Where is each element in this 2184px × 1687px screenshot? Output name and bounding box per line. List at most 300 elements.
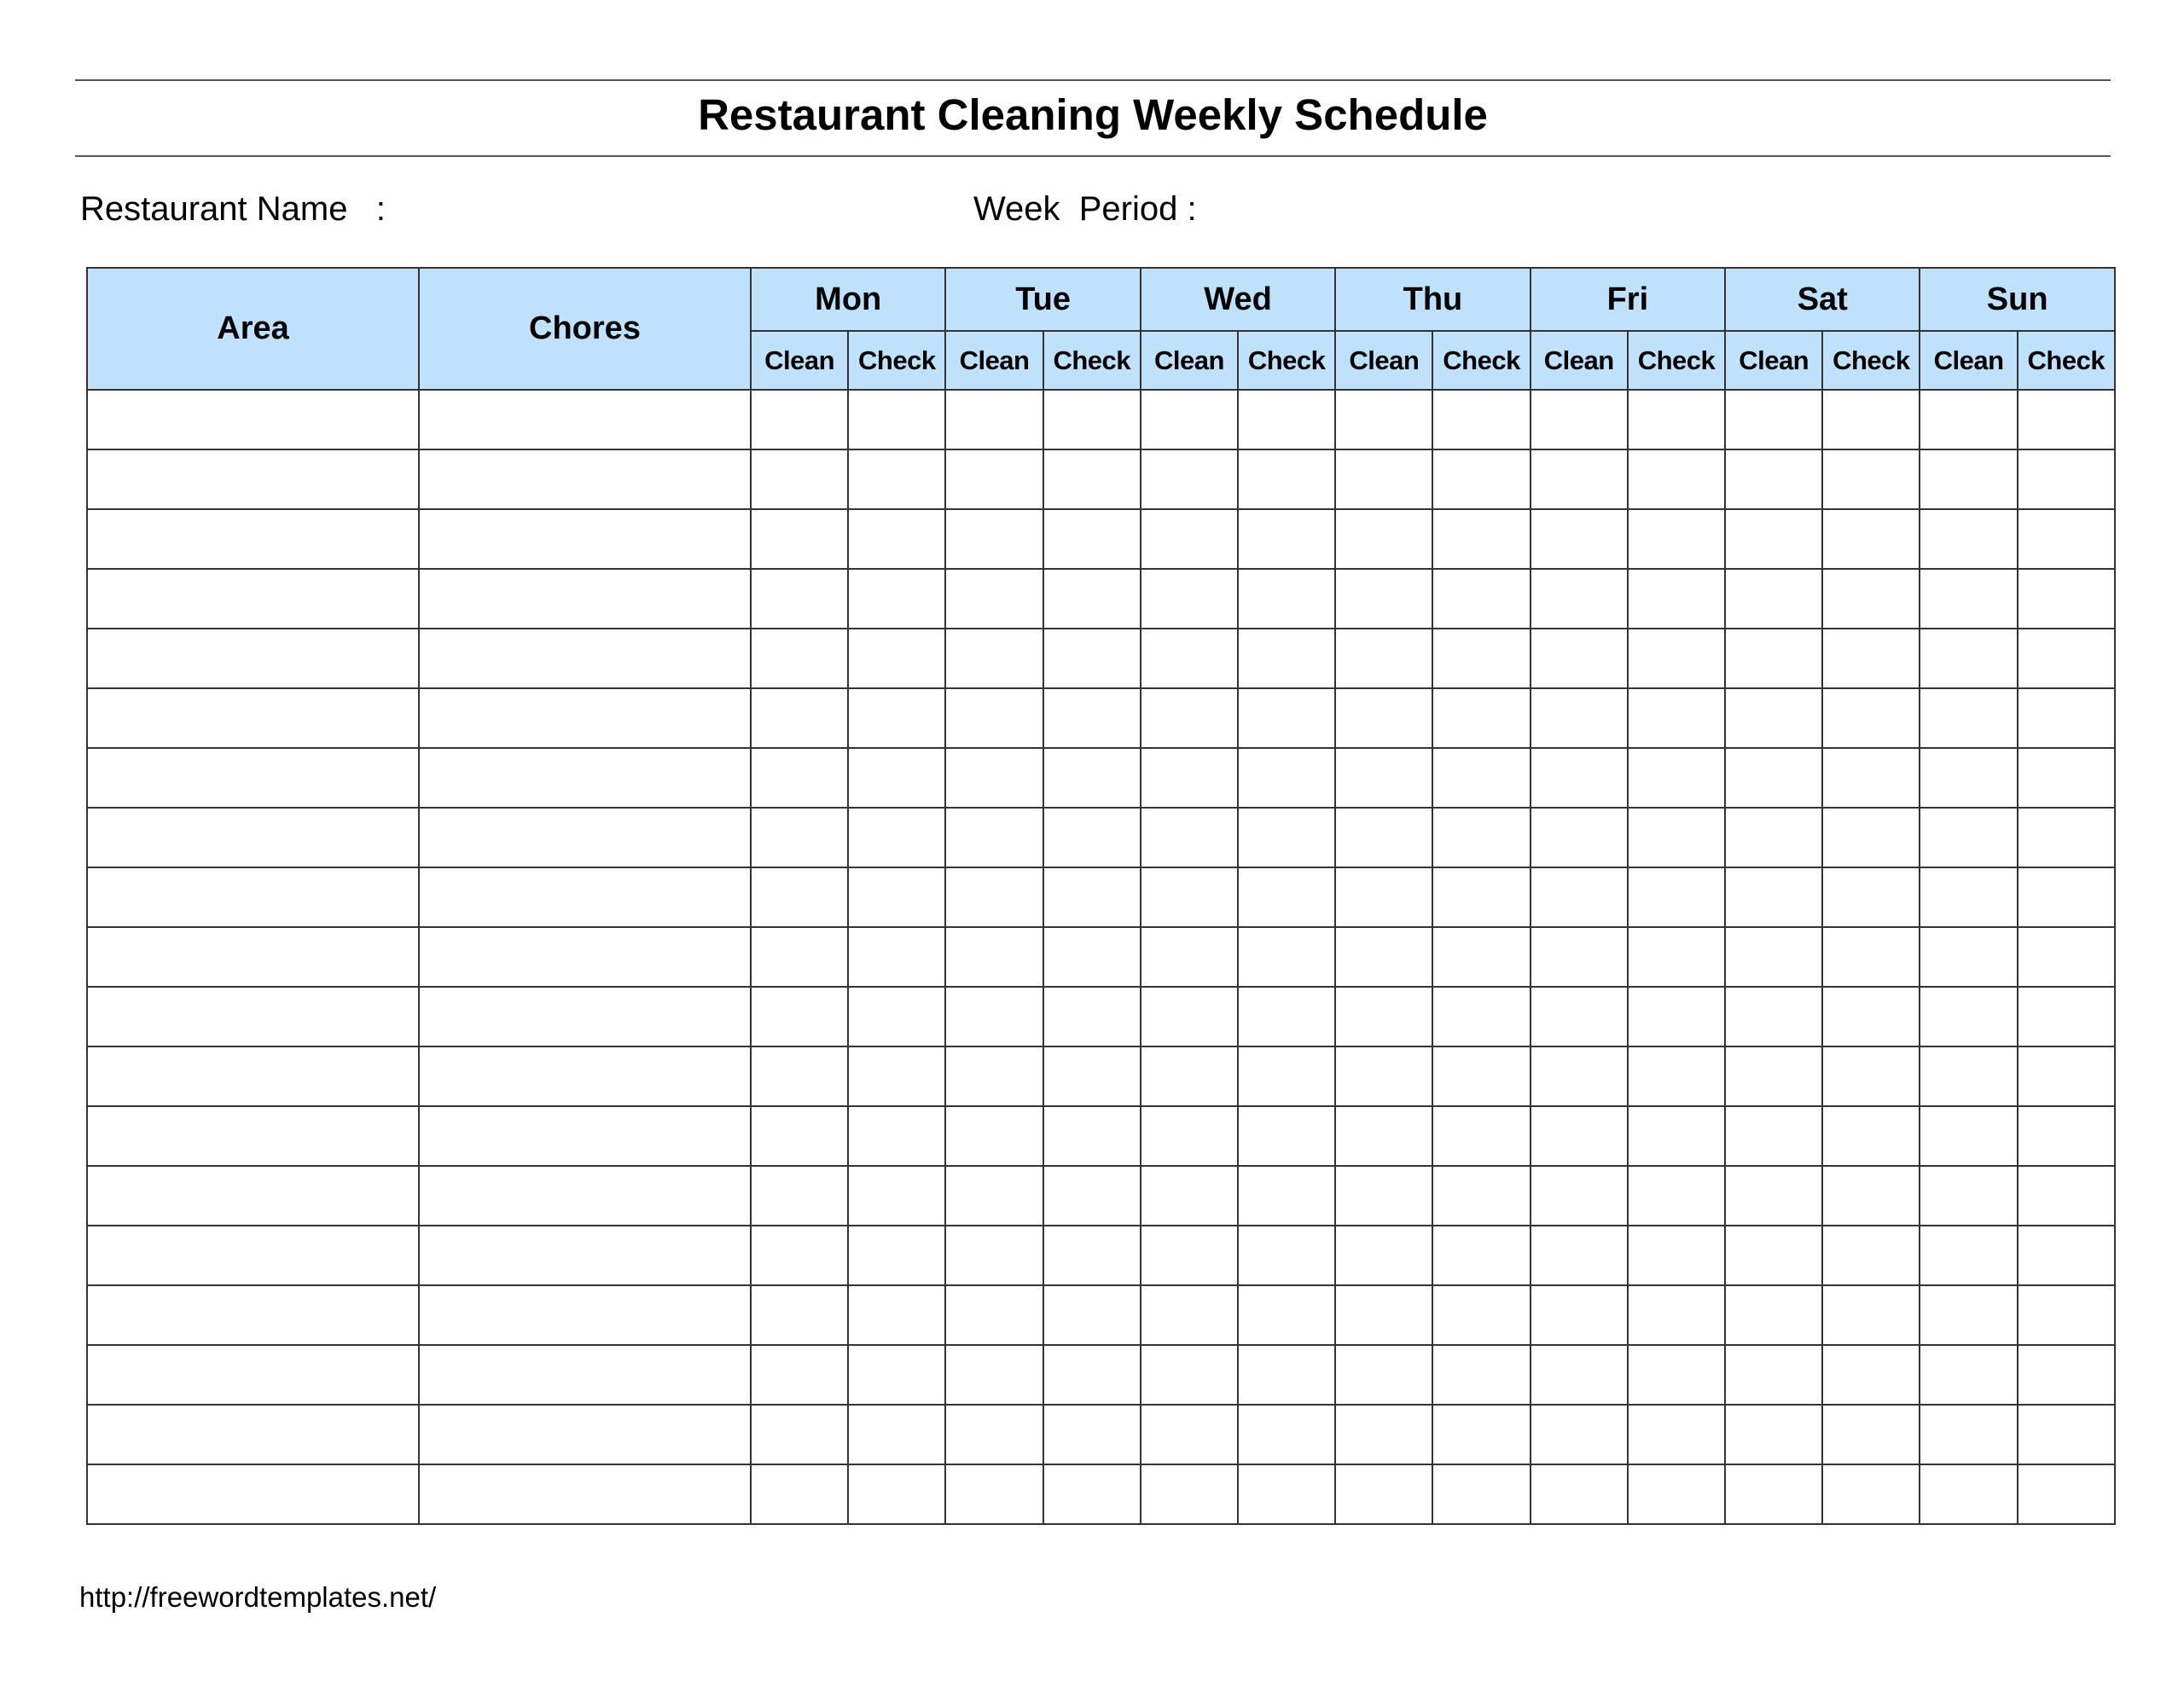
clean-cell-sat[interactable] — [1725, 569, 1822, 629]
clean-cell-tue[interactable] — [945, 1405, 1043, 1464]
clean-cell-wed[interactable] — [1141, 1345, 1238, 1405]
check-cell-tue[interactable] — [1043, 987, 1141, 1046]
check-cell-sat[interactable] — [1822, 1226, 1920, 1285]
clean-cell-thu[interactable] — [1335, 1285, 1432, 1345]
clean-cell-fri[interactable] — [1531, 927, 1628, 987]
check-cell-wed[interactable] — [1238, 1405, 1335, 1464]
check-cell-mon[interactable] — [848, 867, 945, 927]
clean-cell-sun[interactable] — [1920, 808, 2017, 867]
clean-cell-fri[interactable] — [1531, 688, 1628, 748]
check-cell-sun[interactable] — [2018, 449, 2115, 509]
clean-cell-fri[interactable] — [1531, 449, 1628, 509]
clean-cell-sat[interactable] — [1725, 1106, 1822, 1166]
clean-cell-fri[interactable] — [1531, 1464, 1628, 1524]
check-cell-fri[interactable] — [1628, 748, 1725, 808]
check-cell-sun[interactable] — [2018, 1405, 2115, 1464]
chores-cell[interactable] — [419, 449, 751, 509]
clean-cell-wed[interactable] — [1141, 1226, 1238, 1285]
area-cell[interactable] — [87, 569, 419, 629]
check-cell-sat[interactable] — [1822, 1345, 1920, 1405]
clean-cell-sat[interactable] — [1725, 629, 1822, 688]
clean-cell-fri[interactable] — [1531, 569, 1628, 629]
clean-cell-mon[interactable] — [751, 1226, 848, 1285]
check-cell-fri[interactable] — [1628, 390, 1725, 449]
check-cell-fri[interactable] — [1628, 987, 1725, 1046]
check-cell-tue[interactable] — [1043, 1106, 1141, 1166]
check-cell-fri[interactable] — [1628, 1226, 1725, 1285]
check-cell-sun[interactable] — [2018, 808, 2115, 867]
clean-cell-thu[interactable] — [1335, 1405, 1432, 1464]
clean-cell-sun[interactable] — [1920, 1226, 2017, 1285]
clean-cell-sun[interactable] — [1920, 867, 2017, 927]
clean-cell-tue[interactable] — [945, 1345, 1043, 1405]
chores-cell[interactable] — [419, 1464, 751, 1524]
check-cell-sat[interactable] — [1822, 1106, 1920, 1166]
clean-cell-fri[interactable] — [1531, 1106, 1628, 1166]
check-cell-sun[interactable] — [2018, 1106, 2115, 1166]
check-cell-tue[interactable] — [1043, 390, 1141, 449]
check-cell-wed[interactable] — [1238, 509, 1335, 569]
check-cell-tue[interactable] — [1043, 1405, 1141, 1464]
clean-cell-fri[interactable] — [1531, 629, 1628, 688]
clean-cell-sun[interactable] — [1920, 987, 2017, 1046]
check-cell-mon[interactable] — [848, 629, 945, 688]
clean-cell-thu[interactable] — [1335, 1166, 1432, 1226]
clean-cell-tue[interactable] — [945, 1046, 1043, 1106]
chores-cell[interactable] — [419, 927, 751, 987]
clean-cell-sun[interactable] — [1920, 748, 2017, 808]
check-cell-fri[interactable] — [1628, 688, 1725, 748]
check-cell-mon[interactable] — [848, 748, 945, 808]
clean-cell-mon[interactable] — [751, 688, 848, 748]
check-cell-tue[interactable] — [1043, 927, 1141, 987]
area-cell[interactable] — [87, 629, 419, 688]
check-cell-tue[interactable] — [1043, 808, 1141, 867]
area-cell[interactable] — [87, 1166, 419, 1226]
clean-cell-wed[interactable] — [1141, 808, 1238, 867]
check-cell-sat[interactable] — [1822, 748, 1920, 808]
check-cell-mon[interactable] — [848, 1285, 945, 1345]
clean-cell-thu[interactable] — [1335, 569, 1432, 629]
clean-cell-sun[interactable] — [1920, 390, 2017, 449]
clean-cell-sat[interactable] — [1725, 927, 1822, 987]
clean-cell-wed[interactable] — [1141, 1405, 1238, 1464]
clean-cell-tue[interactable] — [945, 688, 1043, 748]
check-cell-wed[interactable] — [1238, 1046, 1335, 1106]
clean-cell-sat[interactable] — [1725, 509, 1822, 569]
check-cell-sun[interactable] — [2018, 1285, 2115, 1345]
check-cell-sat[interactable] — [1822, 688, 1920, 748]
clean-cell-mon[interactable] — [751, 867, 848, 927]
area-cell[interactable] — [87, 867, 419, 927]
clean-cell-mon[interactable] — [751, 569, 848, 629]
chores-cell[interactable] — [419, 1405, 751, 1464]
clean-cell-mon[interactable] — [751, 390, 848, 449]
check-cell-sat[interactable] — [1822, 390, 1920, 449]
check-cell-sun[interactable] — [2018, 509, 2115, 569]
check-cell-fri[interactable] — [1628, 1464, 1725, 1524]
clean-cell-wed[interactable] — [1141, 1464, 1238, 1524]
area-cell[interactable] — [87, 449, 419, 509]
clean-cell-tue[interactable] — [945, 449, 1043, 509]
clean-cell-sun[interactable] — [1920, 569, 2017, 629]
check-cell-thu[interactable] — [1432, 1464, 1530, 1524]
clean-cell-sun[interactable] — [1920, 688, 2017, 748]
chores-cell[interactable] — [419, 1106, 751, 1166]
check-cell-sun[interactable] — [2018, 688, 2115, 748]
check-cell-wed[interactable] — [1238, 867, 1335, 927]
clean-cell-mon[interactable] — [751, 1345, 848, 1405]
check-cell-thu[interactable] — [1432, 569, 1530, 629]
clean-cell-thu[interactable] — [1335, 1046, 1432, 1106]
check-cell-sat[interactable] — [1822, 569, 1920, 629]
clean-cell-thu[interactable] — [1335, 987, 1432, 1046]
check-cell-wed[interactable] — [1238, 390, 1335, 449]
clean-cell-thu[interactable] — [1335, 748, 1432, 808]
check-cell-fri[interactable] — [1628, 1106, 1725, 1166]
chores-cell[interactable] — [419, 688, 751, 748]
check-cell-mon[interactable] — [848, 688, 945, 748]
check-cell-fri[interactable] — [1628, 509, 1725, 569]
check-cell-wed[interactable] — [1238, 629, 1335, 688]
clean-cell-wed[interactable] — [1141, 927, 1238, 987]
check-cell-fri[interactable] — [1628, 927, 1725, 987]
clean-cell-wed[interactable] — [1141, 1046, 1238, 1106]
check-cell-sun[interactable] — [2018, 1226, 2115, 1285]
check-cell-wed[interactable] — [1238, 1345, 1335, 1405]
check-cell-mon[interactable] — [848, 509, 945, 569]
clean-cell-mon[interactable] — [751, 449, 848, 509]
clean-cell-fri[interactable] — [1531, 1285, 1628, 1345]
clean-cell-wed[interactable] — [1141, 390, 1238, 449]
check-cell-thu[interactable] — [1432, 1166, 1530, 1226]
check-cell-fri[interactable] — [1628, 1285, 1725, 1345]
check-cell-thu[interactable] — [1432, 1285, 1530, 1345]
clean-cell-sat[interactable] — [1725, 1285, 1822, 1345]
area-cell[interactable] — [87, 1285, 419, 1345]
check-cell-thu[interactable] — [1432, 1226, 1530, 1285]
clean-cell-sun[interactable] — [1920, 1285, 2017, 1345]
clean-cell-fri[interactable] — [1531, 1046, 1628, 1106]
check-cell-fri[interactable] — [1628, 1405, 1725, 1464]
area-cell[interactable] — [87, 1405, 419, 1464]
area-cell[interactable] — [87, 748, 419, 808]
check-cell-sun[interactable] — [2018, 1464, 2115, 1524]
check-cell-tue[interactable] — [1043, 1226, 1141, 1285]
chores-cell[interactable] — [419, 987, 751, 1046]
chores-cell[interactable] — [419, 1345, 751, 1405]
clean-cell-fri[interactable] — [1531, 1405, 1628, 1464]
clean-cell-thu[interactable] — [1335, 808, 1432, 867]
clean-cell-sat[interactable] — [1725, 1345, 1822, 1405]
check-cell-sat[interactable] — [1822, 1464, 1920, 1524]
check-cell-thu[interactable] — [1432, 1106, 1530, 1166]
clean-cell-mon[interactable] — [751, 1464, 848, 1524]
check-cell-tue[interactable] — [1043, 867, 1141, 927]
check-cell-fri[interactable] — [1628, 1345, 1725, 1405]
clean-cell-wed[interactable] — [1141, 1285, 1238, 1345]
check-cell-thu[interactable] — [1432, 808, 1530, 867]
area-cell[interactable] — [87, 1226, 419, 1285]
clean-cell-thu[interactable] — [1335, 927, 1432, 987]
check-cell-wed[interactable] — [1238, 449, 1335, 509]
clean-cell-mon[interactable] — [751, 1046, 848, 1106]
clean-cell-sun[interactable] — [1920, 1405, 2017, 1464]
clean-cell-wed[interactable] — [1141, 449, 1238, 509]
clean-cell-thu[interactable] — [1335, 629, 1432, 688]
check-cell-mon[interactable] — [848, 808, 945, 867]
clean-cell-sun[interactable] — [1920, 1464, 2017, 1524]
clean-cell-sun[interactable] — [1920, 1345, 2017, 1405]
check-cell-sat[interactable] — [1822, 1166, 1920, 1226]
check-cell-thu[interactable] — [1432, 688, 1530, 748]
clean-cell-sat[interactable] — [1725, 1226, 1822, 1285]
clean-cell-tue[interactable] — [945, 808, 1043, 867]
check-cell-mon[interactable] — [848, 1345, 945, 1405]
clean-cell-wed[interactable] — [1141, 629, 1238, 688]
area-cell[interactable] — [87, 927, 419, 987]
clean-cell-thu[interactable] — [1335, 1106, 1432, 1166]
check-cell-sun[interactable] — [2018, 927, 2115, 987]
check-cell-sun[interactable] — [2018, 748, 2115, 808]
check-cell-mon[interactable] — [848, 449, 945, 509]
clean-cell-tue[interactable] — [945, 1226, 1043, 1285]
check-cell-sat[interactable] — [1822, 987, 1920, 1046]
chores-cell[interactable] — [419, 867, 751, 927]
clean-cell-wed[interactable] — [1141, 987, 1238, 1046]
clean-cell-mon[interactable] — [751, 1166, 848, 1226]
check-cell-wed[interactable] — [1238, 1166, 1335, 1226]
check-cell-tue[interactable] — [1043, 629, 1141, 688]
check-cell-thu[interactable] — [1432, 927, 1530, 987]
clean-cell-tue[interactable] — [945, 748, 1043, 808]
clean-cell-thu[interactable] — [1335, 1345, 1432, 1405]
check-cell-thu[interactable] — [1432, 987, 1530, 1046]
clean-cell-mon[interactable] — [751, 808, 848, 867]
chores-cell[interactable] — [419, 748, 751, 808]
check-cell-wed[interactable] — [1238, 1226, 1335, 1285]
area-cell[interactable] — [87, 390, 419, 449]
check-cell-sat[interactable] — [1822, 808, 1920, 867]
check-cell-tue[interactable] — [1043, 1345, 1141, 1405]
clean-cell-tue[interactable] — [945, 569, 1043, 629]
clean-cell-thu[interactable] — [1335, 449, 1432, 509]
check-cell-tue[interactable] — [1043, 1464, 1141, 1524]
clean-cell-sat[interactable] — [1725, 688, 1822, 748]
clean-cell-thu[interactable] — [1335, 390, 1432, 449]
check-cell-mon[interactable] — [848, 1106, 945, 1166]
area-cell[interactable] — [87, 1106, 419, 1166]
clean-cell-mon[interactable] — [751, 509, 848, 569]
clean-cell-mon[interactable] — [751, 748, 848, 808]
clean-cell-fri[interactable] — [1531, 987, 1628, 1046]
clean-cell-thu[interactable] — [1335, 509, 1432, 569]
clean-cell-sat[interactable] — [1725, 1046, 1822, 1106]
clean-cell-sat[interactable] — [1725, 1166, 1822, 1226]
clean-cell-fri[interactable] — [1531, 1345, 1628, 1405]
check-cell-thu[interactable] — [1432, 1345, 1530, 1405]
check-cell-sat[interactable] — [1822, 867, 1920, 927]
clean-cell-tue[interactable] — [945, 987, 1043, 1046]
clean-cell-sun[interactable] — [1920, 1166, 2017, 1226]
clean-cell-tue[interactable] — [945, 927, 1043, 987]
check-cell-wed[interactable] — [1238, 748, 1335, 808]
check-cell-tue[interactable] — [1043, 509, 1141, 569]
clean-cell-tue[interactable] — [945, 1106, 1043, 1166]
check-cell-mon[interactable] — [848, 927, 945, 987]
clean-cell-mon[interactable] — [751, 927, 848, 987]
clean-cell-wed[interactable] — [1141, 569, 1238, 629]
check-cell-tue[interactable] — [1043, 1046, 1141, 1106]
clean-cell-fri[interactable] — [1531, 808, 1628, 867]
check-cell-sun[interactable] — [2018, 390, 2115, 449]
clean-cell-thu[interactable] — [1335, 1226, 1432, 1285]
clean-cell-fri[interactable] — [1531, 748, 1628, 808]
clean-cell-sat[interactable] — [1725, 1464, 1822, 1524]
clean-cell-thu[interactable] — [1335, 688, 1432, 748]
check-cell-mon[interactable] — [848, 1464, 945, 1524]
clean-cell-sun[interactable] — [1920, 927, 2017, 987]
check-cell-wed[interactable] — [1238, 927, 1335, 987]
check-cell-thu[interactable] — [1432, 509, 1530, 569]
check-cell-sun[interactable] — [2018, 569, 2115, 629]
check-cell-wed[interactable] — [1238, 688, 1335, 748]
clean-cell-sun[interactable] — [1920, 1046, 2017, 1106]
footer-url[interactable]: http://freewordtemplates.net/ — [79, 1581, 437, 1613]
chores-cell[interactable] — [419, 808, 751, 867]
check-cell-tue[interactable] — [1043, 1285, 1141, 1345]
chores-cell[interactable] — [419, 1285, 751, 1345]
check-cell-mon[interactable] — [848, 1046, 945, 1106]
clean-cell-sat[interactable] — [1725, 748, 1822, 808]
check-cell-fri[interactable] — [1628, 808, 1725, 867]
check-cell-wed[interactable] — [1238, 808, 1335, 867]
clean-cell-thu[interactable] — [1335, 867, 1432, 927]
area-cell[interactable] — [87, 509, 419, 569]
chores-cell[interactable] — [419, 569, 751, 629]
clean-cell-wed[interactable] — [1141, 867, 1238, 927]
check-cell-tue[interactable] — [1043, 1166, 1141, 1226]
check-cell-wed[interactable] — [1238, 569, 1335, 629]
clean-cell-fri[interactable] — [1531, 509, 1628, 569]
check-cell-wed[interactable] — [1238, 1464, 1335, 1524]
clean-cell-tue[interactable] — [945, 509, 1043, 569]
check-cell-sun[interactable] — [2018, 629, 2115, 688]
clean-cell-fri[interactable] — [1531, 867, 1628, 927]
check-cell-sat[interactable] — [1822, 449, 1920, 509]
clean-cell-mon[interactable] — [751, 1405, 848, 1464]
check-cell-sat[interactable] — [1822, 927, 1920, 987]
check-cell-thu[interactable] — [1432, 1405, 1530, 1464]
check-cell-sat[interactable] — [1822, 1405, 1920, 1464]
clean-cell-tue[interactable] — [945, 1464, 1043, 1524]
clean-cell-tue[interactable] — [945, 867, 1043, 927]
chores-cell[interactable] — [419, 1166, 751, 1226]
check-cell-thu[interactable] — [1432, 629, 1530, 688]
check-cell-fri[interactable] — [1628, 867, 1725, 927]
check-cell-mon[interactable] — [848, 1226, 945, 1285]
check-cell-tue[interactable] — [1043, 748, 1141, 808]
area-cell[interactable] — [87, 1046, 419, 1106]
chores-cell[interactable] — [419, 1226, 751, 1285]
clean-cell-sat[interactable] — [1725, 1405, 1822, 1464]
check-cell-mon[interactable] — [848, 987, 945, 1046]
area-cell[interactable] — [87, 688, 419, 748]
chores-cell[interactable] — [419, 1046, 751, 1106]
clean-cell-mon[interactable] — [751, 629, 848, 688]
check-cell-thu[interactable] — [1432, 449, 1530, 509]
clean-cell-tue[interactable] — [945, 1285, 1043, 1345]
clean-cell-sun[interactable] — [1920, 629, 2017, 688]
check-cell-thu[interactable] — [1432, 1046, 1530, 1106]
clean-cell-mon[interactable] — [751, 1106, 848, 1166]
clean-cell-wed[interactable] — [1141, 1166, 1238, 1226]
clean-cell-thu[interactable] — [1335, 1464, 1432, 1524]
chores-cell[interactable] — [419, 509, 751, 569]
check-cell-wed[interactable] — [1238, 1106, 1335, 1166]
check-cell-sat[interactable] — [1822, 509, 1920, 569]
chores-cell[interactable] — [419, 629, 751, 688]
check-cell-tue[interactable] — [1043, 449, 1141, 509]
check-cell-thu[interactable] — [1432, 748, 1530, 808]
check-cell-mon[interactable] — [848, 390, 945, 449]
check-cell-wed[interactable] — [1238, 1285, 1335, 1345]
check-cell-mon[interactable] — [848, 1405, 945, 1464]
clean-cell-sat[interactable] — [1725, 808, 1822, 867]
clean-cell-wed[interactable] — [1141, 1106, 1238, 1166]
check-cell-sun[interactable] — [2018, 1345, 2115, 1405]
area-cell[interactable] — [87, 808, 419, 867]
clean-cell-sat[interactable] — [1725, 987, 1822, 1046]
check-cell-sat[interactable] — [1822, 1046, 1920, 1106]
check-cell-tue[interactable] — [1043, 688, 1141, 748]
clean-cell-tue[interactable] — [945, 390, 1043, 449]
clean-cell-sat[interactable] — [1725, 449, 1822, 509]
check-cell-fri[interactable] — [1628, 1046, 1725, 1106]
clean-cell-wed[interactable] — [1141, 748, 1238, 808]
check-cell-sun[interactable] — [2018, 1166, 2115, 1226]
clean-cell-tue[interactable] — [945, 629, 1043, 688]
clean-cell-mon[interactable] — [751, 1285, 848, 1345]
check-cell-fri[interactable] — [1628, 629, 1725, 688]
clean-cell-wed[interactable] — [1141, 509, 1238, 569]
clean-cell-tue[interactable] — [945, 1166, 1043, 1226]
clean-cell-sun[interactable] — [1920, 509, 2017, 569]
check-cell-thu[interactable] — [1432, 390, 1530, 449]
clean-cell-sun[interactable] — [1920, 1106, 2017, 1166]
check-cell-thu[interactable] — [1432, 867, 1530, 927]
check-cell-fri[interactable] — [1628, 449, 1725, 509]
area-cell[interactable] — [87, 987, 419, 1046]
check-cell-sat[interactable] — [1822, 1285, 1920, 1345]
area-cell[interactable] — [87, 1464, 419, 1524]
check-cell-tue[interactable] — [1043, 569, 1141, 629]
clean-cell-sat[interactable] — [1725, 867, 1822, 927]
check-cell-sun[interactable] — [2018, 987, 2115, 1046]
check-cell-sat[interactable] — [1822, 629, 1920, 688]
clean-cell-sat[interactable] — [1725, 390, 1822, 449]
clean-cell-sun[interactable] — [1920, 449, 2017, 509]
check-cell-wed[interactable] — [1238, 987, 1335, 1046]
clean-cell-fri[interactable] — [1531, 390, 1628, 449]
clean-cell-mon[interactable] — [751, 987, 848, 1046]
clean-cell-wed[interactable] — [1141, 688, 1238, 748]
clean-cell-fri[interactable] — [1531, 1226, 1628, 1285]
area-cell[interactable] — [87, 1345, 419, 1405]
check-cell-fri[interactable] — [1628, 569, 1725, 629]
check-cell-fri[interactable] — [1628, 1166, 1725, 1226]
check-cell-mon[interactable] — [848, 1166, 945, 1226]
